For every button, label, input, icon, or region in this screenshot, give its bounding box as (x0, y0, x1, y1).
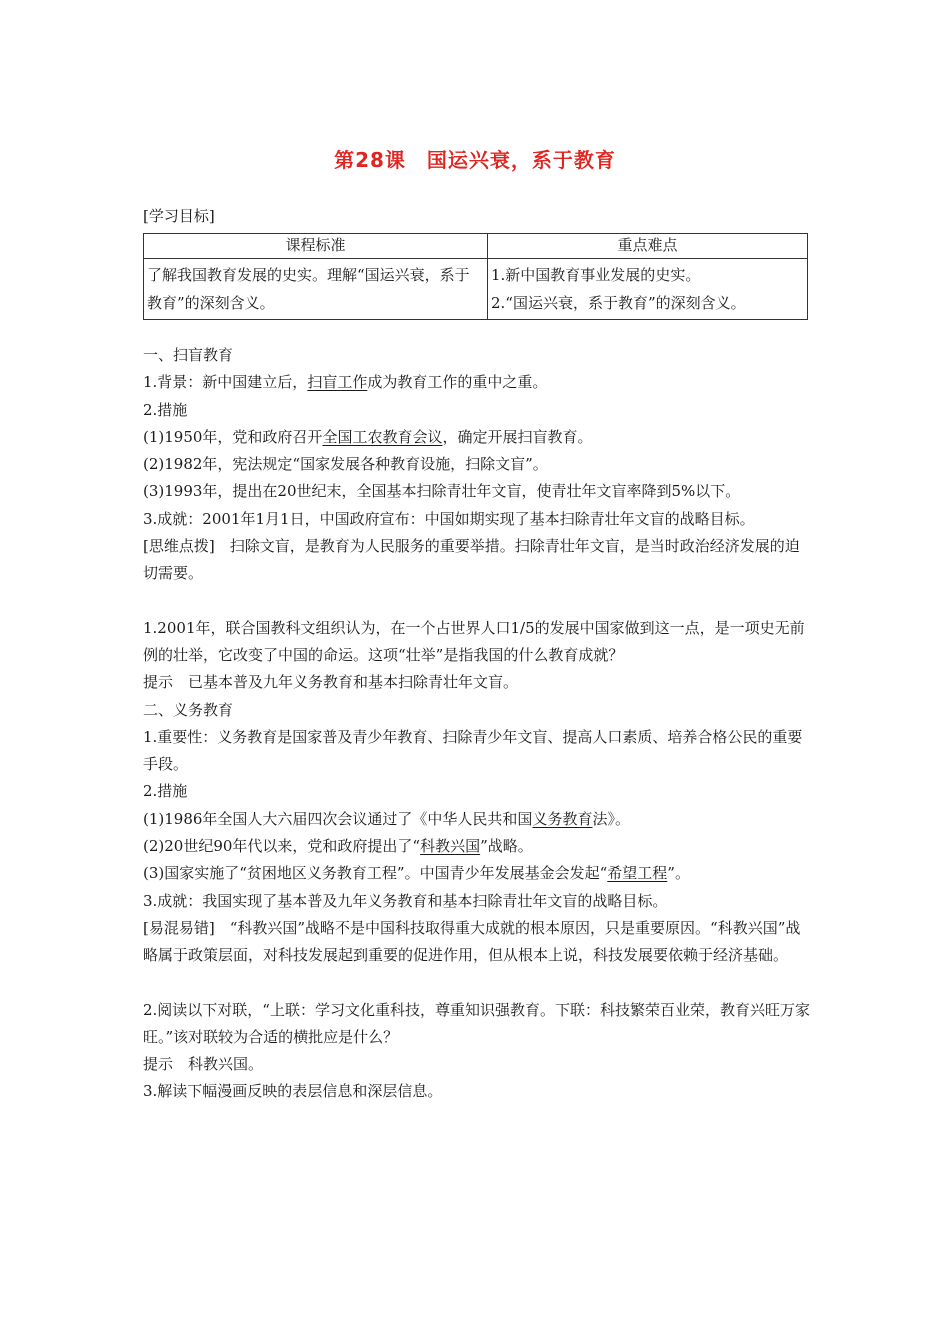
key-term: 扫盲工作 (307, 373, 368, 392)
spacer (143, 970, 813, 997)
s2-measure-3 (143, 860, 813, 887)
s1-measures: 2.措施 (143, 400, 188, 419)
text-span: ”。 (667, 864, 690, 883)
page-title: 第28课 国运兴衰，系于教育 (334, 148, 616, 172)
header-key-points: 重点难点 (488, 234, 808, 259)
key-term: 希望工程 (607, 864, 668, 883)
section1-heading: 一、扫盲教育 (143, 346, 234, 364)
text-span: (1)1950年，党和政府召开 (143, 427, 323, 446)
table-row (144, 259, 808, 320)
answer-1: 提示 已基本普及九年义务教育和基本扫除青壮年文盲。 (143, 673, 519, 692)
s2-tip: [易混易错] “科教兴国”战略不是中国科技取得重大成就的根本原因，只是重要原因。“科教兴国”战略属于政策层面，对科技发展起到重要的促进作用，但从根本上说，科技发展要依赖于经济基础。 (143, 918, 801, 965)
text-span: (3)国家实施了“贫困地区义务教育工程”。中国青少年发展基金会发起“ (143, 864, 608, 883)
header-standard: 课程标准 (144, 234, 488, 259)
section2-heading: 二、义务教育 (143, 700, 234, 719)
key-point-1: 1.新中国教育事业发展的史实。 (491, 266, 701, 284)
s1-background (143, 369, 813, 396)
spacer (143, 588, 813, 615)
s1-tip: [思维点拨] 扫除文盲，是教育为人民服务的重要举措。扫除青壮年文盲，是当时政治经济发展的迫切需要。 (143, 537, 800, 583)
main-content (143, 342, 813, 1106)
key-term: 义务教育 (532, 809, 593, 828)
question-2: 2.阅读以下对联，“上联：学习文化重科技，尊重知识强教育。下联：科技繁荣百业荣，教育兴旺万家旺。”该对联较为合适的横批应是什么？ (143, 1000, 810, 1046)
s1-measure-3: (3)1993年，提出在20世纪末，全国基本扫除青壮年文盲，使青壮年文盲率降到5%以下。 (143, 482, 741, 501)
question-1: 1.2001年，联合国教科文组织认为，在一个占世界人口1/5的发展中国家做到这一点，是一项史无前例的壮举，它改变了中国的命运。这项“壮举”是指我国的什么教育成就？ (143, 618, 805, 664)
cell-standard: 了解我国教育发展的史实。理解“国运兴衰，系于教育”的深刻含义。 (144, 259, 488, 320)
s2-achievement: 3.成就：我国实现了基本普及九年义务教育和基本扫除青壮年文盲的战略目标。 (143, 891, 668, 910)
s1-achievement: 3.成就：2001年1月1日，中国政府宣布：中国如期实现了基本扫除青壮年文盲的战略目标。 (143, 509, 755, 528)
s2-measures: 2.措施 (143, 782, 188, 801)
text-span: 成为教育工作的重中之重。 (367, 373, 548, 392)
s2-measure-2 (143, 833, 813, 860)
key-point-2: 2.“国运兴衰，系于教育”的深刻含义。 (491, 294, 746, 312)
text-span: 法》。 (592, 809, 630, 828)
s2-measure-1 (143, 806, 813, 833)
goals-label: [学习目标] (143, 207, 215, 225)
learning-goals-table (143, 233, 808, 320)
s2-importance: 1.重要性：义务教育是国家普及青少年教育、扫除青少年文盲、提高人口素质、培养合格公民的重要手段。 (143, 727, 803, 774)
text-span: ”战略。 (480, 837, 533, 856)
s1-measure-2: (2)1982年，宪法规定“国家发展各种教育设施，扫除文盲”。 (143, 455, 548, 474)
text-span: (2)20世纪90年代以来，党和政府提出了“ (143, 837, 421, 856)
table-header-row (144, 234, 808, 259)
s1-measure-1 (143, 424, 813, 451)
text-span: (1)1986年全国人大六届四次会议通过了《中华人民共和国 (143, 809, 533, 828)
question-3: 3.解读下幅漫画反映的表层信息和深层信息。 (143, 1082, 443, 1101)
key-term: 科教兴国 (420, 837, 481, 856)
text-span: 1.背景：新中国建立后， (143, 373, 308, 392)
cell-key-points (488, 259, 808, 320)
key-term: 全国工农教育会议 (322, 427, 443, 446)
text-span: ，确定开展扫盲教育。 (442, 427, 593, 446)
answer-2: 提示 科教兴国。 (143, 1055, 264, 1074)
